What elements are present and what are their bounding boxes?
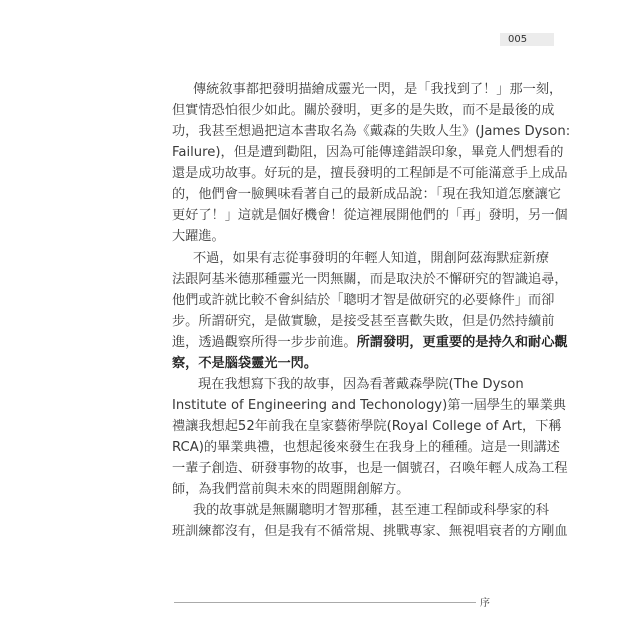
text-line: 法跟阿基米德那種靈光一閃無關，而是取決於不懈研究的智識追尋， <box>172 272 568 287</box>
bold-text: 察，不是腦袋靈光一閃。 <box>172 356 318 371</box>
text-line: 傳統敘事都把發明描繪成靈光一閃，是「我找到了！」那一刻， <box>193 82 563 97</box>
text-line: 他們或許就比較不會糾結於「聰明才智是做研究的必要條件」而卻 <box>172 293 555 308</box>
text-line: 的，他們會一臉興味看著自己的最新成品說：「現在我知道怎麼讓它 <box>172 187 562 202</box>
text-line: Institute of Engineering and Techonology)第一屆學生的畢業典 <box>172 398 566 413</box>
text-line: 更好了！」這就是個好機會！從這裡展開他們的「再」發明，另一個 <box>172 208 568 223</box>
text-line: 我的故事就是無關聰明才智那種，甚至連工程師或科學家的科 <box>193 503 550 518</box>
text-line: 現在我想寫下我的故事，因為看著戴森學院(The Dyson <box>198 377 524 392</box>
text-line: RCA)的畢業典禮，也想起後來發生在我身上的種種。這是一則講述 <box>172 440 560 455</box>
text-segment: 進，透過觀察所得一步步前進。 <box>172 335 357 350</box>
text-line <box>172 335 568 351</box>
text-line: 一輩子創造、研發事物的故事，也是一個號召，召喚年輕人成為工程 <box>172 461 568 476</box>
text-line: 還是成功故事。好玩的是，擅長發明的工程師是不可能滿意手上成品 <box>172 166 568 181</box>
text-line <box>172 356 486 372</box>
text-line: 班訓練都沒有，但是我有不循常規、挑戰專家、無視唱衰者的方剛血 <box>172 524 568 539</box>
text-line: 步。所謂研究，是做實驗，是接受甚至喜歡失敗，但是仍然持續前 <box>172 314 555 329</box>
bold-text: 所謂發明，更重要的是持久和耐心觀 <box>356 335 568 350</box>
page-number: 005 <box>508 34 528 45</box>
text-line: 功，我甚至想過把這本書取名為《戴森的失敗人生》(James Dyson: <box>172 124 571 139</box>
text-line: 但實情恐怕很少如此。關於發明，更多的是失敗，而不是最後的成 <box>172 103 555 118</box>
section-label: 序 <box>480 598 490 609</box>
text-line: 不過，如果有志從事發明的年輕人知道，開創阿茲海默症新療 <box>193 251 550 266</box>
text-line: Failure)，但是遭到勸阻，因為可能傳達錯誤印象，畢竟人們想看的 <box>172 145 564 160</box>
text-line: 禮讓我想起52年前我在皇家藝術學院(Royal College of Art，下稱 <box>172 419 562 434</box>
text-line: 師，為我們當前與未來的問題開創解方。 <box>172 482 410 497</box>
footer-rule <box>174 602 476 603</box>
text-line: 大躍進。 <box>172 229 225 244</box>
page-number-box <box>500 33 554 46</box>
